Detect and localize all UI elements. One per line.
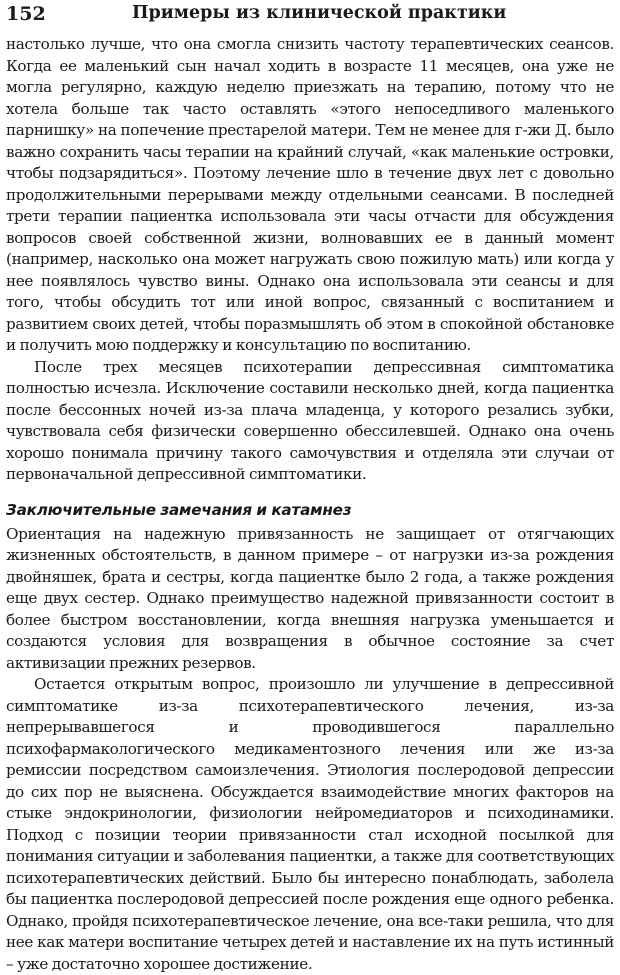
paragraph-attachment: Ориентация на надежную привязанность не защищает от отягчающих жизненных обстоятельств, в данном примере – от нагрузки из-за рождения двойняшек, брата и сестры, когда пациентке было 2 года, а также рождения еще двух сестер. Однако преимущество надежной привязанности состоит в более быстром восстановлении, когда внешняя нагрузка уменьшается и создаются условия для возвращения в обычное состояние за счет активизации прежних резервов. [6,524,614,672]
section-title: Заключительные замечания и катамнез [6,500,352,519]
paragraph-open-question: Остается открытым вопрос, произошло ли улучшение в депрессивной симптоматике из-за психотерапевтического лечения, из-за непрерывавшегося и проводившегося параллельно психофармакологического медикаментозного лечения или же из-за ремиссии посредством самоизлечения. Этиология послеродовой депрессии до сих пор не выяснена. Обсуждается взаимодействие многих факторов на стыке эндокринологии, физиологии нейромедиаторов и психодинамики. Подход с позиции теории привязанности стал исходной посылкой для понимания ситуации и заболевания пациентки, а также для соответствующих психотерапевтических действий. Было бы интересно понаблюдать, заболела бы пациентка послеродовой депрессией после рождения еще одного ребенка. Однако, пройдя психотерапевтическое лечение, она все-таки решила, что для нее как матери воспитание четырех детей и наставление их на путь истинный – уже достаточно хорошее достижение. [6,675,614,973]
paragraph-outcome: После трех месяцев психотерапии депрессивная симптоматика полностью исчезла. Исключение составили несколько дней, когда пациентка после бессонных ночей из-за плача младенца, у которого резались зубки, чувствовала себя физически совершенно обессилевшей. Однако она очень хорошо понимала причину такого самочувствия и отделяла эти случаи от первоначальной депрессивной симптоматики. [6,357,614,483]
page-number: 152 [6,3,46,25]
running-title: Примеры из клинической практики [132,3,507,23]
page-header [6,0,614,34]
page-body [6,34,614,975]
book-page [6,0,614,975]
paragraph-continuation: настолько лучше, что она смогла снизить частоту терапевтических сеансов. Когда ее маленький сын начал ходить в возрасте 11 месяцев, она уже не могла регулярно, каждую неделю приезжать на терапию, потому что не хотела больше так часто оставлять «этого непоседливого маленького парнишку» на попечение престарелой матери. Тем не менее для г-жи Д. было важно сохранить часы терапии на крайний случай, «как маленькие островки, чтобы подзарядиться». Поэтому лечение шло в течение двух лет с довольно продолжительными перерывами между отдельными сеансами. В последней трети терапии пациентка использовала эти часы отчасти для обсуждения вопросов своей собственной жизни, волновавших ее в данный момент (например, насколько она может нагружать свою пожилую мать) или когда у нее появлялось чувство вины. Однако она использовала эти сеансы и для того, чтобы обсудить тот или иной вопрос, связанный с воспитанием и развитием своих детей, чтобы поразмышлять об этом в спокойной обстановке и получить мою поддержку и консультацию по воспитанию. [6,35,614,354]
